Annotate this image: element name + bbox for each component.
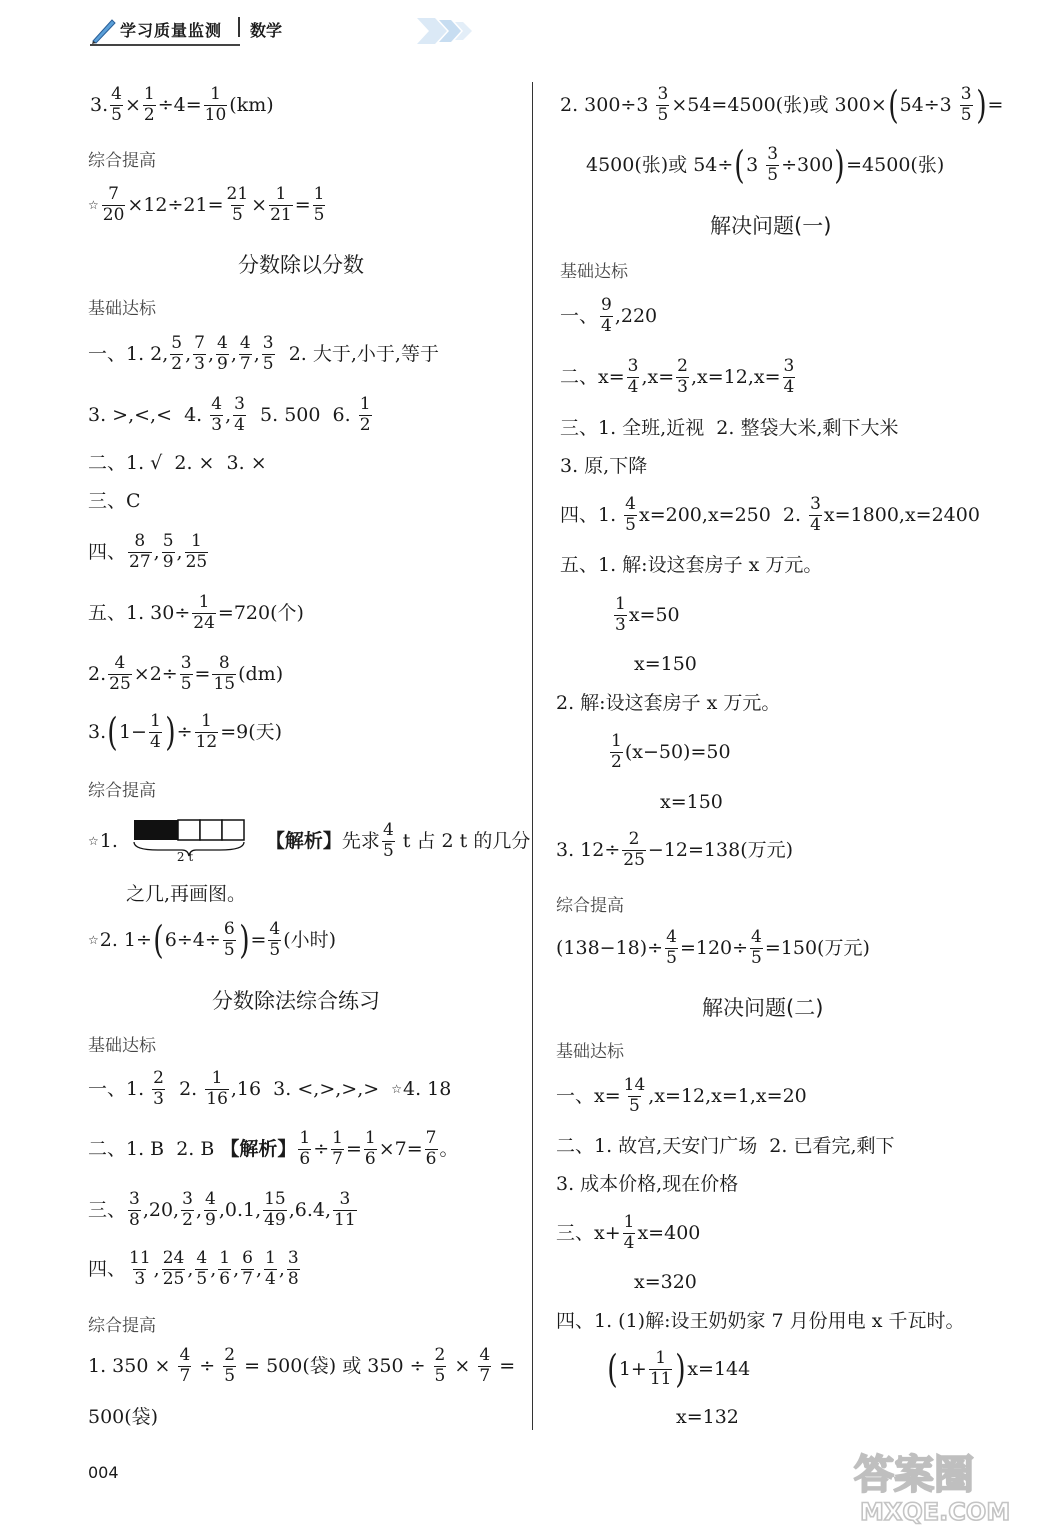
right-line-20: x=320 <box>634 1271 697 1293</box>
star-icon: ☆ <box>88 834 99 848</box>
section-label: 综合提高 <box>88 151 156 171</box>
fraction: $\frac{7}{3}$ <box>194 333 205 374</box>
right-line-3: 一、 $\frac{9}{4}$ ,220 <box>560 295 658 336</box>
header-separator <box>238 17 240 37</box>
fraction: $\frac{1}{2}$ <box>143 84 155 125</box>
left-line-7: 四、 $\frac{8}{27}$ , $\frac{5}{9}$ , $\frac{1}{25}$ <box>88 531 208 572</box>
left-line-3: 一、1. 2, $\frac{5}{2}$ , $\frac{7}{3}$ , $\frac{4}{9}$ , $\frac{4}{7}$ , $\frac{3}{5}$ 2. 大于,小于,等于 <box>88 333 439 374</box>
fraction: $\frac{1}{25}$ <box>185 531 208 572</box>
fraction: $\frac{4}{5}$ <box>111 84 122 125</box>
fraction: $\frac{1}{12}$ <box>195 711 218 752</box>
fraction: $\frac{1}{10}$ <box>204 84 227 125</box>
fraction: $\frac{1}{6}$ <box>299 1128 311 1169</box>
left-line-18: 1. 350 × $\frac{4}{7}$ ÷ $\frac{2}{5}$ = 500(袋) 或 350 ÷ $\frac{2}{5}$ × $\frac{4}{7}$ = <box>88 1345 516 1386</box>
fraction: $\frac{3}{4}$ <box>234 394 245 435</box>
left-line-9: 2. $\frac{4}{25}$ ×2÷ $\frac{3}{5}$ = $\frac{8}{15}$ (dm) <box>88 653 284 694</box>
fraction: $\frac{2}{5}$ <box>224 1345 236 1386</box>
fraction: $\frac{4}{9}$ <box>217 333 228 374</box>
fraction: $\frac{1}{11}$ <box>649 1348 672 1389</box>
left-line-12: 之几,再画图。 <box>126 883 247 905</box>
left-line-13: ☆ 2. 1÷ ( 6÷4÷ $\frac{6}{5}$ ) = $\frac{4}{5}$ (小时) <box>88 918 337 963</box>
right-line-11: 2. 解:设这套房子 x 万元。 <box>556 692 781 714</box>
fraction: $\frac{4}{7}$ <box>479 1345 491 1386</box>
fraction: $\frac{1}{4}$ <box>623 1212 635 1253</box>
right-line-21: 四、1. (1)解:设王奶奶家 7 月份用电 x 千瓦时。 <box>556 1310 965 1332</box>
fraction: $\frac{4}{5}$ <box>382 819 394 861</box>
left-line-11: ☆ 1. 2 t 【解析】 先求 $\frac{4}{5}$ t 占 2 t 的几分 <box>88 819 531 864</box>
fraction: $\frac{4}{7}$ <box>239 333 251 374</box>
fraction: $\frac{4}{5}$ <box>751 927 762 968</box>
fraction: $\frac{4}{5}$ <box>196 1248 208 1289</box>
fraction: $\frac{2}{5}$ <box>434 1345 446 1386</box>
fraction: $\frac{4}{9}$ <box>204 1189 216 1230</box>
bar-diagram <box>130 818 248 864</box>
fraction: $\frac{3}{8}$ <box>287 1248 299 1289</box>
fraction: $\frac{1}{7}$ <box>332 1128 343 1169</box>
fraction: $\frac{3}{2}$ <box>182 1189 193 1230</box>
fraction: $\frac{8}{15}$ <box>213 653 236 694</box>
left-line-10: 3. ( 1− $\frac{1}{4}$ ) ÷ $\frac{1}{12}$ =9(天) <box>88 710 283 755</box>
section-label: 综合提高 <box>556 896 624 916</box>
fraction: $\frac{2}{25}$ <box>623 829 645 870</box>
right-line-12: $\frac{1}{2}$ (x−50)=50 <box>611 731 731 772</box>
fraction: $\frac{4}{7}$ <box>179 1345 191 1386</box>
fraction: $\frac{1}{6}$ <box>364 1128 376 1169</box>
watermark-url: MXQE.COM <box>860 1498 1011 1526</box>
right-line-10: x=150 <box>634 653 697 675</box>
fraction: $\frac{4}{25}$ <box>109 653 131 694</box>
left-line-8: 五、1. 30÷ $\frac{1}{24}$ =720(个) <box>88 592 304 633</box>
right-line-9: $\frac{1}{3}$ x=50 <box>615 594 680 635</box>
fraction: $\frac{6}{5}$ <box>223 919 235 960</box>
star-icon: ☆ <box>391 1082 402 1097</box>
fraction: $\frac{3}{5}$ <box>262 333 274 374</box>
watermark-text: 答案圈 <box>854 1452 974 1498</box>
fraction: $\frac{4}{5}$ <box>666 927 677 968</box>
fraction: $\frac{4}{3}$ <box>211 394 223 435</box>
fraction: $\frac{5}{9}$ <box>162 531 174 572</box>
right-line-14: 3. 12÷ $\frac{2}{25}$ −12=138(万元) <box>556 829 794 870</box>
header-title: 学习质量监测 <box>120 21 223 40</box>
right-line-13: x=150 <box>660 791 723 813</box>
left-line-2: ☆ $\frac{7}{20}$ ×12÷21= $\frac{21}{5}$ × $\frac{1}{21}$ = $\frac{1}{5}$ <box>88 184 325 225</box>
left-line-6: 三、C <box>88 490 141 512</box>
fraction: $\frac{3}{5}$ <box>657 84 669 125</box>
right-line-23: x=132 <box>676 1406 739 1428</box>
section-label: 基础达标 <box>560 262 628 282</box>
fraction: $\frac{4}{5}$ <box>625 494 636 535</box>
fraction: $\frac{1}{2}$ <box>359 394 371 435</box>
column-divider <box>532 82 533 1430</box>
section-heading: 解决问题(二) <box>702 996 824 1020</box>
fraction: $\frac{1}{5}$ <box>313 184 325 225</box>
section-heading: 分数除法综合练习 <box>212 989 380 1013</box>
fraction: $\frac{4}{5}$ <box>269 919 281 960</box>
fraction: $\frac{2}{3}$ <box>677 356 688 397</box>
header-underline <box>90 44 240 46</box>
watermark-logo <box>846 1440 1026 1530</box>
right-line-18: 3. 成本价格,现在价格 <box>556 1173 739 1195</box>
fraction: $\frac{3}{5}$ <box>960 84 972 125</box>
section-heading: 解决问题(一) <box>710 214 832 238</box>
right-line-15: (138−18)÷ $\frac{4}{5}$ =120÷ $\frac{4}{5}$ =150(万元) <box>556 927 870 968</box>
page-header <box>90 14 530 44</box>
right-line-22: ( 1+ $\frac{1}{11}$ ) x=144 <box>607 1347 751 1392</box>
fraction: $\frac{3}{8}$ <box>129 1189 140 1230</box>
star-icon: ☆ <box>88 198 99 213</box>
right-line-2: 4500(张)或 54÷ ( 3 $\frac{3}{5}$ ÷300 ) =4500(张) <box>586 143 945 188</box>
arrows-decoration-icon <box>415 14 475 48</box>
header-subject: 数学 <box>250 21 283 40</box>
fraction: $\frac{3}{4}$ <box>783 356 795 397</box>
fraction: $\frac{14}{5}$ <box>623 1075 646 1116</box>
fraction: $\frac{1}{4}$ <box>265 1248 276 1289</box>
fraction: $\frac{1}{4}$ <box>149 711 161 752</box>
analysis-tag: 【解析】 <box>265 829 342 852</box>
fraction: $\frac{1}{3}$ <box>615 594 626 635</box>
left-line-15: 二、1. B 2. B 【解析】 $\frac{1}{6}$ ÷ $\frac{1}{7}$ = $\frac{1}{6}$ ×7= $\frac{7}{6}$ 。 <box>88 1128 459 1169</box>
fraction: $\frac{8}{27}$ <box>129 531 151 572</box>
pen-icon <box>90 16 118 44</box>
section-label: 基础达标 <box>556 1042 624 1062</box>
right-line-5: 三、1. 全班,近视 2. 整袋大米,剩下大米 <box>560 417 899 439</box>
fraction: $\frac{24}{25}$ <box>162 1248 185 1289</box>
left-line-1: 3. $\frac{4}{5}$ × $\frac{1}{2}$ ÷4= $\frac{1}{10}$ (km) <box>90 84 274 125</box>
section-label: 基础达标 <box>88 299 156 319</box>
watermark-graphic <box>846 1440 1026 1530</box>
fraction: $\frac{1}{21}$ <box>270 184 292 225</box>
right-line-4: 二、x= $\frac{3}{4}$ ,x= $\frac{2}{3}$ ,x=12,x= $\frac{3}{4}$ <box>560 356 795 397</box>
bar-diagram-label: 2 t <box>176 850 194 864</box>
fraction: $\frac{1}{2}$ <box>611 731 622 772</box>
fraction: $\frac{7}{6}$ <box>425 1128 437 1169</box>
left-line-17: 四、 $\frac{11}{3}$ , $\frac{24}{25}$ , $\frac{4}{5}$ , $\frac{1}{6}$ , $\frac{6}{7}$ , $\frac{1}{4}$ , $\frac{3}{8}$ <box>88 1248 299 1289</box>
fraction: $\frac{1}{16}$ <box>206 1068 228 1109</box>
fraction: $\frac{9}{4}$ <box>601 295 612 336</box>
right-line-1: 2. 300÷3 $\frac{3}{5}$ ×54=4500(张)或 300× ( 54÷3 $\frac{3}{5}$ ) = <box>560 83 1004 128</box>
left-line-19: 500(袋) <box>88 1406 159 1428</box>
left-line-4: 3. >,<,< 4. $\frac{4}{3}$ , $\frac{3}{4}$ 5. 500 6. $\frac{1}{2}$ <box>88 394 371 435</box>
fraction: $\frac{3}{4}$ <box>627 356 639 397</box>
right-line-8: 五、1. 解:设这套房子 x 万元。 <box>560 554 823 576</box>
section-heading: 分数除以分数 <box>238 253 364 277</box>
fraction: $\frac{11}{3}$ <box>129 1248 151 1289</box>
page-number: 004 <box>88 1463 119 1482</box>
right-line-16: 一、x= $\frac{14}{5}$ ,x=12,x=1,x=20 <box>556 1075 807 1116</box>
right-line-7: 四、1. $\frac{4}{5}$ x=200,x=250 2. $\frac{3}{4}$ x=1800,x=2400 <box>560 494 980 535</box>
fraction: $\frac{3}{11}$ <box>334 1189 356 1230</box>
left-line-14: 一、1. $\frac{2}{3}$ 2. $\frac{1}{16}$ ,16 3. <,>,>,> ☆ 4. 18 <box>88 1068 452 1109</box>
fraction: $\frac{3}{4}$ <box>810 494 821 535</box>
fraction: $\frac{2}{3}$ <box>153 1068 164 1109</box>
fraction: $\frac{3}{5}$ <box>767 144 779 185</box>
star-icon: ☆ <box>88 933 99 948</box>
fraction: $\frac{1}{6}$ <box>219 1248 231 1289</box>
section-label: 基础达标 <box>88 1036 156 1056</box>
left-line-16: 三、 $\frac{3}{8}$ ,20, $\frac{3}{2}$ , $\frac{4}{9}$ ,0.1, $\frac{15}{49}$ ,6.4, $\frac{3}{11}$ <box>88 1189 356 1230</box>
fraction: $\frac{1}{24}$ <box>193 592 215 633</box>
fraction: $\frac{21}{5}$ <box>226 184 249 225</box>
analysis-tag: 【解析】 <box>220 1137 297 1160</box>
fraction: $\frac{6}{7}$ <box>242 1248 253 1289</box>
fraction: $\frac{3}{5}$ <box>180 653 192 694</box>
fraction: $\frac{5}{2}$ <box>171 333 183 374</box>
fraction: $\frac{7}{20}$ <box>102 184 125 225</box>
right-line-17: 二、1. 故宫,天安门广场 2. 已看完,剩下 <box>556 1135 895 1157</box>
left-line-5: 二、1. √ 2. × 3. × <box>88 452 267 474</box>
right-line-6: 3. 原,下降 <box>560 455 648 477</box>
right-line-19: 三、x+ $\frac{1}{4}$ x=400 <box>556 1212 701 1253</box>
section-label: 综合提高 <box>88 781 156 801</box>
fraction: $\frac{15}{49}$ <box>264 1189 286 1230</box>
section-label: 综合提高 <box>88 1316 156 1336</box>
